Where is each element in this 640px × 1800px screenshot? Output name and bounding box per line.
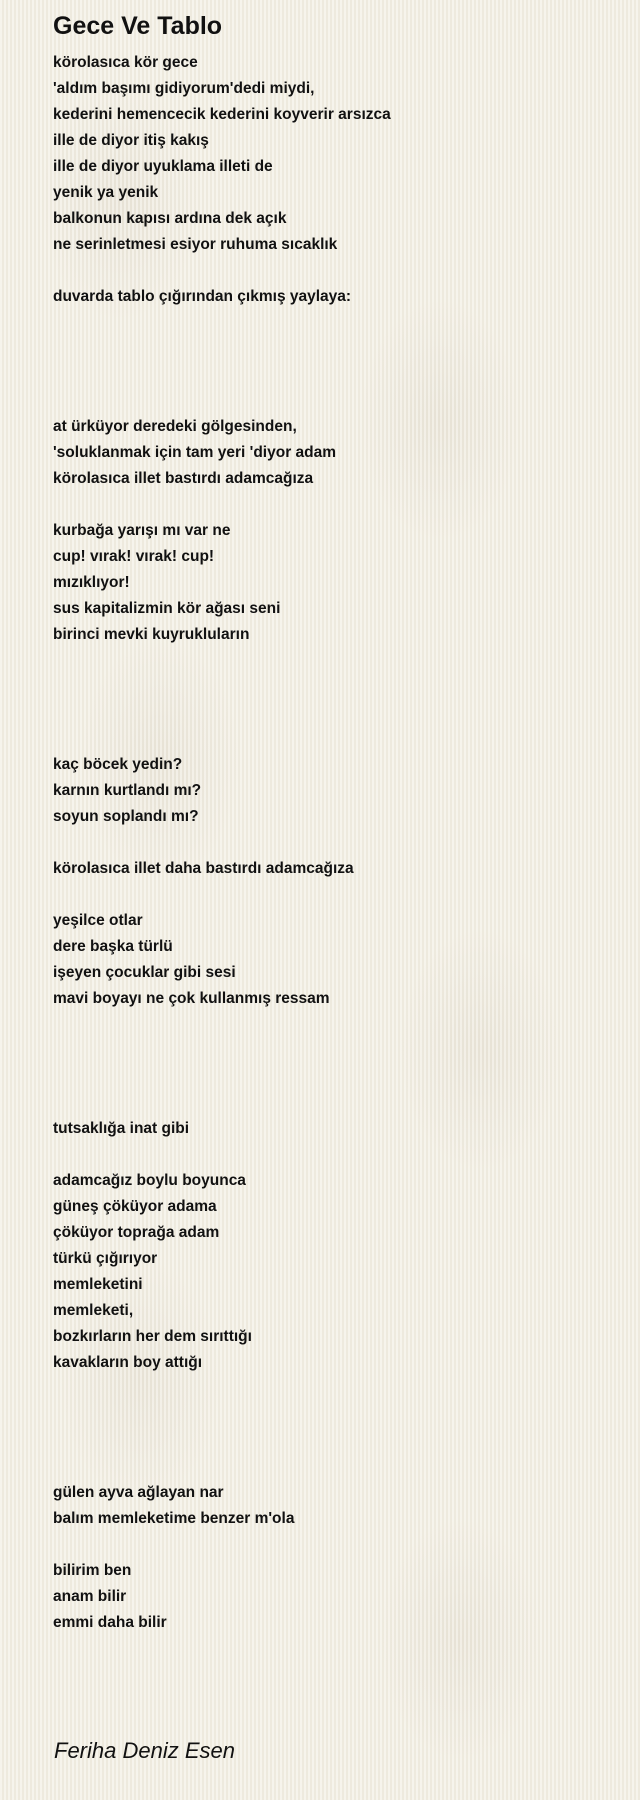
poem-line: 'soluklanmak için tam yeri 'diyor adam (53, 444, 337, 461)
poem-line: mızıklıyor! (53, 574, 130, 591)
poem-line: türkü çığırıyor (53, 1250, 158, 1267)
poem-line: kurbağa yarışı mı var ne (53, 522, 231, 539)
poem-line: ille de diyor itiş kakış (53, 132, 209, 149)
poem-line: körolasıca kör gece (53, 54, 198, 71)
poem-line: kaç böcek yedin? (53, 756, 183, 773)
poem-body (53, 50, 613, 1636)
poem-line: bozkırların her dem sırıttığı (53, 1328, 252, 1345)
poem-line: tutsaklığa inat gibi (53, 1120, 190, 1137)
poem-stanza (53, 1116, 613, 1142)
poem-line: duvarda tablo çığırından çıkmış yaylaya: (53, 288, 352, 305)
poem-stanza (53, 518, 613, 648)
poem-line: birinci mevki kuyrukluların (53, 626, 250, 643)
poem-stanza (53, 1480, 613, 1532)
poem-line: sus kapitalizmin kör ağası seni (53, 600, 281, 617)
poem-line: körolasıca illet bastırdı adamcağıza (53, 470, 314, 487)
poem-line: adamcağız boylu boyunca (53, 1172, 246, 1189)
stanza-gap (53, 1532, 613, 1558)
poem-stanza (53, 752, 613, 830)
poem-line: cup! vırak! vırak! cup! (53, 548, 215, 565)
poem-line: işeyen çocuklar gibi sesi (53, 964, 236, 981)
poem-stanza (53, 1558, 613, 1636)
poem-line: anam bilir (53, 1588, 127, 1605)
stanza-gap (53, 648, 613, 752)
poem-stanza (53, 856, 613, 882)
poem-line: dere başka türlü (53, 938, 173, 955)
stanza-gap (53, 310, 613, 414)
poem-line: kavakların boy attığı (53, 1354, 203, 1371)
stanza-gap (53, 1012, 613, 1116)
poem-line: ille de diyor uyuklama illeti de (53, 158, 273, 175)
poem-line: memleketi, (53, 1302, 134, 1319)
poem-line: bilirim ben (53, 1562, 132, 1579)
stanza-gap (53, 830, 613, 856)
poem-line: körolasıca illet daha bastırdı adamcağıza (53, 860, 354, 877)
stanza-gap (53, 492, 613, 518)
poem-line: karnın kurtlandı mı? (53, 782, 202, 799)
stanza-gap (53, 1376, 613, 1480)
poem-line: balkonun kapısı ardına dek açık (53, 210, 287, 227)
poem-author: Feriha Deniz Esen (54, 1738, 235, 1763)
poem-title: Gece Ve Tablo (53, 12, 223, 40)
poem-line: mavi boyayı ne çok kullanmış ressam (53, 990, 330, 1007)
poem-line: güneş çöküyor adama (53, 1198, 217, 1215)
poem-line: 'aldım başımı gidiyorum'dedi miydi, (53, 80, 315, 97)
poem-line: soyun soplandı mı? (53, 808, 199, 825)
poem-stanza (53, 50, 613, 258)
poem-line: balım memleketime benzer m'ola (53, 1510, 295, 1527)
poem-stanza (53, 1168, 613, 1376)
poem-line: memleketini (53, 1276, 143, 1293)
poem-stanza (53, 414, 613, 492)
poem-stanza (53, 284, 613, 310)
poem-line: ne serinletmesi esiyor ruhuma sıcaklık (53, 236, 338, 253)
stanza-gap (53, 1142, 613, 1168)
poem-line: kederini hemencecik kederini koyverir arsızca (53, 106, 391, 123)
poem-container (53, 8, 613, 1636)
poem-line: at ürküyor deredeki gölgesinden, (53, 418, 297, 435)
poem-line: yeşilce otlar (53, 912, 143, 929)
poem-line: gülen ayva ağlayan nar (53, 1484, 224, 1501)
poem-line: yenik ya yenik (53, 184, 159, 201)
poem-stanza (53, 908, 613, 1012)
poem-line: emmi daha bilir (53, 1614, 167, 1631)
stanza-gap (53, 258, 613, 284)
stanza-gap (53, 882, 613, 908)
poem-line: çöküyor toprağa adam (53, 1224, 220, 1241)
